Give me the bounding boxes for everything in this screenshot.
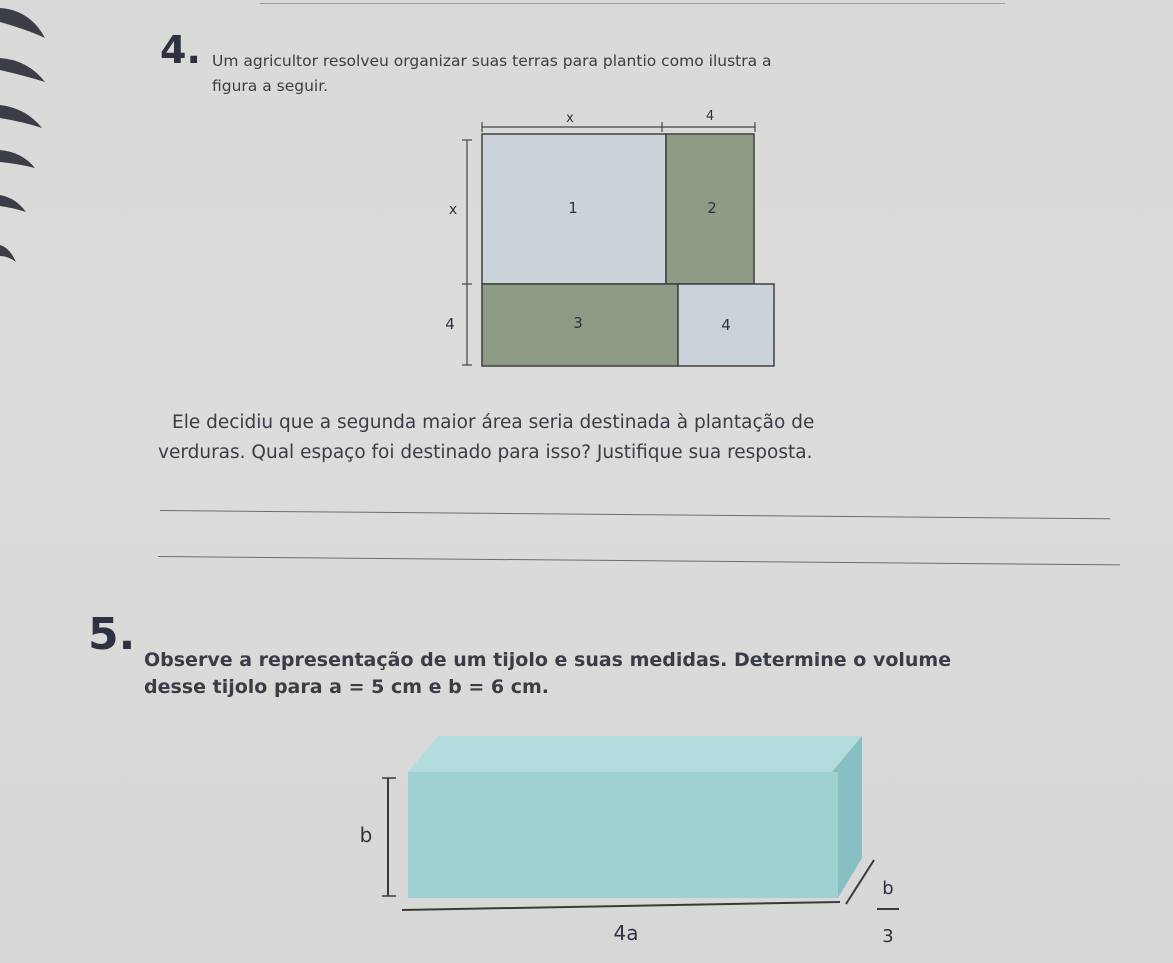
region-3-label: 3: [573, 314, 583, 332]
top-label-4: 4: [705, 109, 715, 124]
brick-figure: [330, 728, 920, 960]
brick-depth-denominator: 3: [882, 926, 894, 947]
region-4-label: 4: [721, 316, 731, 334]
left-label-x: x: [448, 202, 458, 218]
question-5-prompt-line1: Observe a representação de um tijolo e suas medidas. Determine o volume: [144, 649, 952, 671]
question-5-number: 5.: [88, 609, 136, 660]
question-4-prompt-line2: figura a seguir.: [212, 77, 329, 95]
question-4-prompt-line1: Um agricultor resolveu organizar suas terras para plantio como ilustra a: [212, 52, 772, 70]
left-label-4: 4: [445, 315, 455, 333]
brick-top-face: [408, 736, 862, 772]
brick-front-face: [408, 772, 838, 898]
top-rule: [260, 3, 1005, 4]
brick-height-label: b: [359, 823, 373, 847]
answer-line-1[interactable]: [160, 510, 1110, 519]
land-division-figure: [420, 100, 790, 375]
question-4-text-line1: Ele decidiu que a segunda maior área seria destinada à plantação de: [172, 412, 815, 433]
answer-line-2[interactable]: [158, 556, 1120, 565]
top-label-x: x: [566, 111, 574, 126]
question-4-text-line2: verduras. Qual espaço foi destinado para isso? Justifique sua resposta.: [158, 442, 813, 463]
region-2-label: 2: [707, 199, 717, 217]
region-1-label: 1: [568, 199, 578, 217]
spiral-binding: [0, 0, 60, 280]
brick-length-label: 4a: [613, 921, 639, 945]
brick-depth-numerator: b: [882, 878, 894, 899]
question-4-number: 4.: [160, 28, 201, 72]
question-5-prompt-line2: desse tijolo para a = 5 cm e b = 6 cm.: [144, 676, 550, 698]
